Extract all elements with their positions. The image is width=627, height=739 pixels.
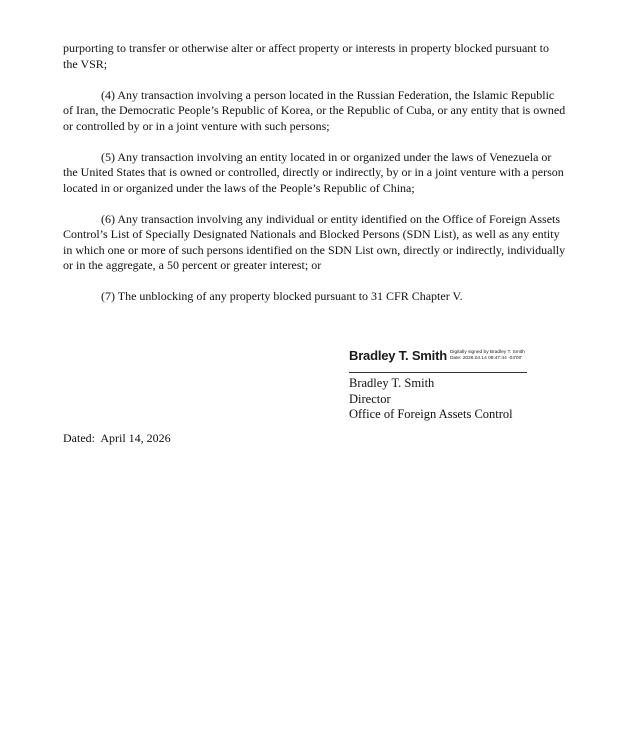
body-text	[63, 41, 566, 320]
paragraph-item-7: (7) The unblocking of any property blocked pursuant to 31 CFR Chapter V.	[101, 289, 463, 303]
signer-name: Bradley T. Smith	[349, 376, 435, 390]
signer-title: Director	[349, 391, 391, 406]
signature-rule	[349, 372, 527, 373]
signature-block	[349, 347, 579, 423]
digital-signature-details	[450, 350, 525, 362]
digital-signature-signed-by: Digitally signed by Bradley T. Smith	[449, 350, 525, 355]
paragraph-item-5: (5) Any transaction involving an entity located in or organized under the laws of Venezuela or the United States that is owned or controlled, directly or indirectly, by or in a joint venture with a person located in or organized under the laws of the People’s Republic of China;	[63, 149, 564, 195]
paragraph-continuation: purporting to transfer or otherwise alter or affect property or interests in property blocked pursuant to the VSR;	[63, 41, 549, 71]
paragraph-item-4: (4) Any transaction involving a person located in the Russian Federation, the Islamic Republic of Iran, the Democratic People’s Republic of Korea, or the Republic of Cuba, or any entity that is owned or controlled by or in a joint venture with such persons;	[63, 87, 566, 133]
dated-line: Dated: April 14, 2026	[63, 431, 171, 445]
digital-signature	[349, 347, 579, 369]
paragraph-item-6: (6) Any transaction involving any individual or entity identified on the Office of Foreign Assets Control’s List of Specially Designated Nationals and Blocked Persons (SDN List), as well as any entity in which one or more of such persons identified on the SDN List own, directly or indirectly, individually or in the aggregate, a 50 percent or greater interest; or	[63, 211, 566, 272]
digital-signature-name: Bradley T. Smith	[349, 348, 447, 363]
digital-signature-date: Date: 2026.04.14 08:47:44 -04'00'	[449, 355, 523, 361]
signer-organization: Office of Foreign Assets Control	[349, 407, 513, 421]
